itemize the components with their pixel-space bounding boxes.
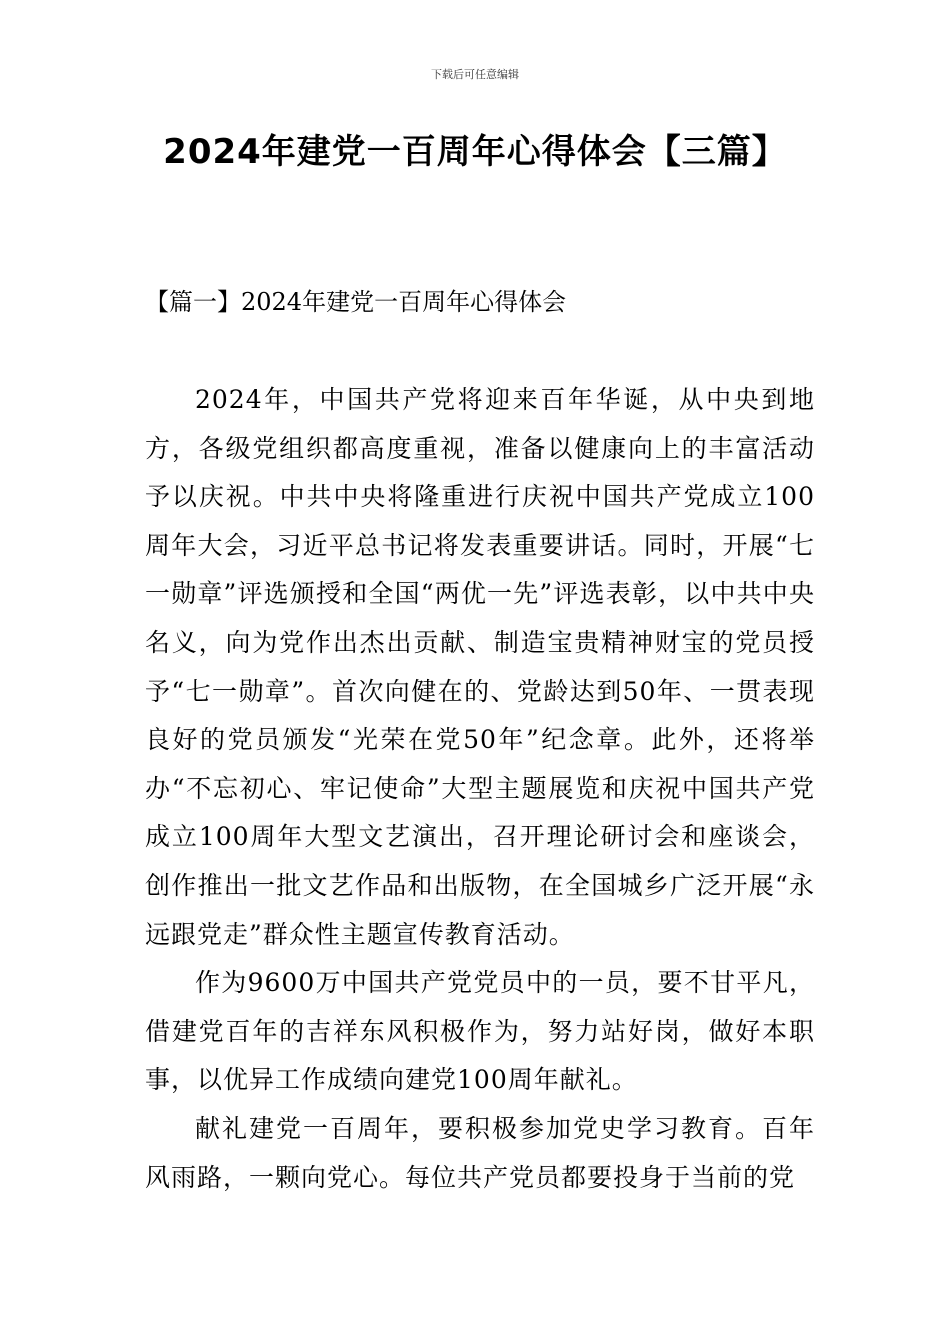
paragraph: 作为9600万中国共产党党员中的一员，要不甘平凡，借建党百年的吉祥东风积极作为，努力站好岗，做好本职事，以优异工作成绩向建党100周年献礼。 (145, 968, 815, 1095)
paragraph: 献礼建党一百周年，要积极参加党史学习教育。百年风雨路，一颗向党心。每位共产党员都要投身于当前的党 (145, 1113, 815, 1192)
header-note: 下载后可任意编辑 (431, 68, 519, 81)
document-title: 2024年建党一百周年心得体会【三篇】 (163, 132, 787, 172)
section-heading: 【篇一】2024年建党一百周年心得体会 (145, 288, 567, 316)
body-text (145, 376, 815, 1202)
paragraph: 2024年，中国共产党将迎来百年华诞，从中央到地方，各级党组织都高度重视，准备以健康向上的丰富活动予以庆祝。中共中央将隆重进行庆祝中国共产党成立100周年大会，习近平总书记将发表重要讲话。同时，开展“七一勋章”评选颁授和全国“两优一先”评选表彰，以中共中央名义，向为党作出杰出贡献、制造宝贵精神财宝的党员授予“七一勋章”。首次向健在的、党龄达到50年、一贯表现良好的党员颁发“光荣在党50年”纪念章。此外，还将举办“不忘初心、牢记使命”大型主题展览和庆祝中国共产党成立100周年大型文艺演出，召开理论研讨会和座谈会，创作推出一批文艺作品和出版物，在全国城乡广泛开展“永远跟党走”群众性主题宣传教育活动。 (145, 385, 815, 949)
